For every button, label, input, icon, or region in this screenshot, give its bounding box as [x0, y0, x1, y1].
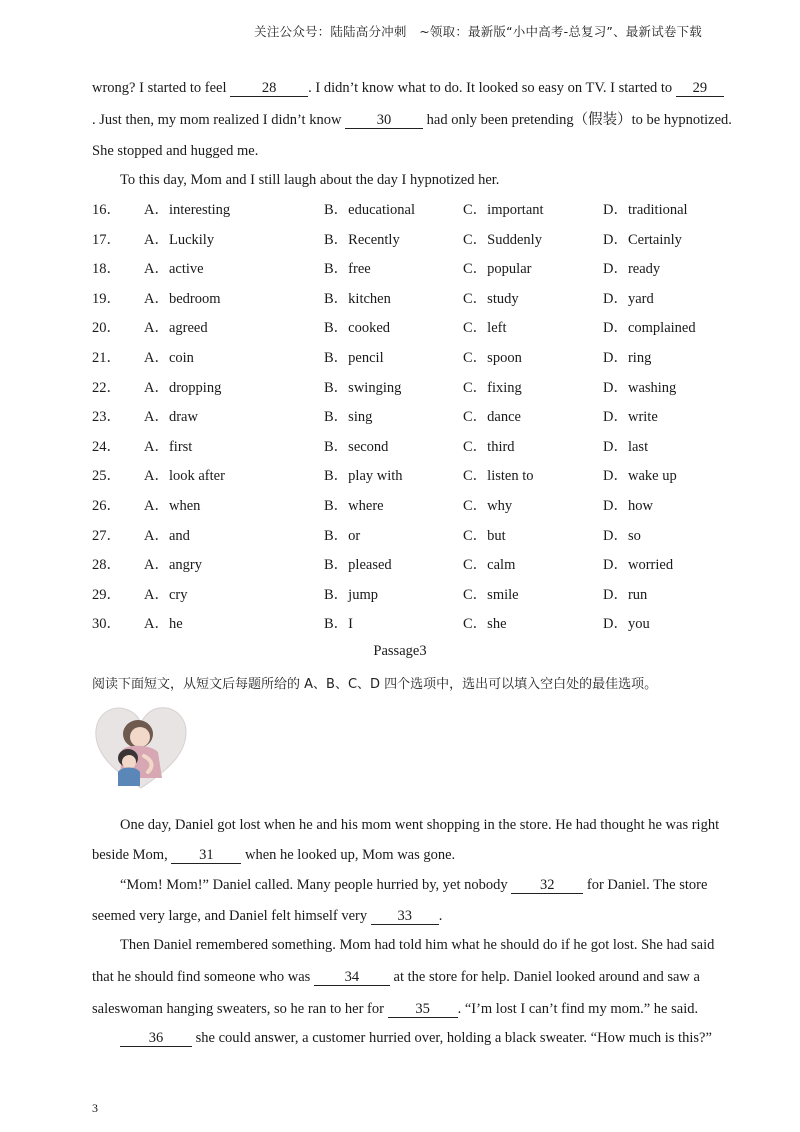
option-a: A．dropping: [144, 379, 222, 396]
question-number: 20．: [92, 320, 121, 337]
option-d: D．ready: [603, 261, 661, 278]
option-c: C．study: [463, 290, 519, 307]
option-d: D．write: [603, 409, 658, 426]
question-row: [92, 555, 712, 575]
text-segment: saleswoman hanging sweaters, so he ran to her for: [92, 1001, 388, 1017]
option-d: D．Certainly: [603, 231, 682, 248]
passage-line: [92, 1028, 712, 1048]
option-c: C．left: [463, 320, 507, 337]
option-b: B．cooked: [324, 320, 391, 337]
blank-30: 30: [345, 112, 423, 129]
question-row: [92, 585, 712, 605]
text-segment: .: [438, 908, 443, 924]
option-c: C．important: [463, 202, 544, 218]
option-d: D．complained: [603, 320, 696, 337]
question-number: 27．: [92, 527, 121, 544]
passage-line: [120, 875, 736, 895]
mother-child-illustration: [92, 700, 190, 792]
question-row: [92, 437, 712, 457]
option-c: C．spoon: [463, 350, 522, 366]
question-row: [92, 318, 712, 338]
option-d: D．wake up: [603, 468, 677, 485]
passage-line: Then Daniel remembered something. Mom had told him what he should do if he got lost. She had said: [120, 937, 715, 953]
question-number: 25．: [92, 468, 121, 485]
question-number: 23．: [92, 409, 121, 426]
option-d: D．traditional: [603, 202, 688, 218]
option-b: B．Recently: [324, 231, 400, 248]
option-a: A．bedroom: [144, 290, 221, 307]
option-a: A．he: [144, 616, 183, 633]
question-row: [92, 289, 712, 309]
option-c: C．dance: [463, 409, 521, 426]
option-d: D．ring: [603, 350, 652, 366]
question-row: [92, 230, 712, 250]
passage-line: To this day, Mom and I still laugh about the day I hypnotized her.: [120, 172, 500, 188]
passage-line: [92, 78, 708, 98]
page-number: 3: [92, 1101, 98, 1115]
text-segment: that he should find someone who was: [92, 969, 314, 985]
option-a: A．coin: [144, 350, 194, 366]
question-row: [92, 200, 712, 220]
question-number: 17．: [92, 231, 121, 248]
text-segment: had only been pretending（假装）to be hypnotized.: [423, 112, 732, 128]
blank-36: 36: [120, 1030, 192, 1047]
option-d: D．run: [603, 586, 648, 603]
question-row: [92, 348, 712, 368]
option-b: B．pencil: [324, 350, 384, 366]
option-c: C．Suddenly: [463, 231, 542, 248]
option-a: A．interesting: [144, 202, 231, 218]
option-c: C．popular: [463, 261, 532, 278]
question-number: 21．: [92, 350, 121, 366]
passage-title: Passage3: [373, 643, 427, 659]
question-number: 24．: [92, 438, 121, 455]
text-segment: beside Mom,: [92, 847, 172, 863]
question-number: 16．: [92, 202, 121, 218]
passage-line: [92, 999, 708, 1019]
blank-35: 35: [388, 1001, 458, 1018]
option-d: D．last: [603, 438, 649, 455]
option-b: B．jump: [324, 586, 378, 603]
option-d: D．yard: [603, 290, 654, 307]
option-b: B．second: [324, 438, 389, 455]
page-header: 关注公众号：陆陆高分冲刺 ~领取：最新版“小中高考-总复习”、最新试卷下载: [254, 24, 702, 39]
question-number: 28．: [92, 557, 121, 574]
text-segment: for Daniel. The store: [583, 877, 708, 893]
text-segment: . Just then, my mom realized I didn’t know: [92, 112, 346, 128]
question-number: 30．: [92, 616, 121, 633]
text-segment: wrong? I started to feel: [92, 80, 231, 96]
option-b: B．where: [324, 498, 384, 514]
text-segment: seemed very large, and Daniel felt himself very: [92, 908, 371, 924]
blank-28: 28: [230, 80, 308, 97]
option-c: C．fixing: [463, 379, 522, 396]
question-number: 26．: [92, 498, 121, 514]
blank-34: 34: [314, 969, 390, 986]
option-c: C．she: [463, 616, 507, 633]
blank-33: 33: [371, 908, 439, 925]
blank-31: 31: [171, 847, 241, 864]
option-a: A．and: [144, 527, 190, 544]
passage-line: [92, 906, 708, 926]
text-segment: “Mom! Mom!” Daniel called. Many people hurried by, yet nobody: [120, 877, 512, 893]
option-a: A．active: [144, 261, 204, 278]
text-segment: . “I’m lost I can’t find my mom.” he said.: [457, 1001, 699, 1017]
blank-29: 29: [676, 80, 724, 97]
text-segment: at the store for help. Daniel looked around and saw a: [389, 969, 700, 985]
text-segment: . I didn’t know what to do. It looked so easy on TV. I started to: [308, 80, 676, 96]
question-number: 29．: [92, 586, 121, 603]
option-b: B．kitchen: [324, 290, 391, 307]
question-number: 19．: [92, 290, 121, 307]
option-a: A．angry: [144, 557, 202, 574]
option-d: D．worried: [603, 557, 674, 574]
option-a: A．first: [144, 438, 193, 455]
blank-32: 32: [511, 877, 583, 894]
option-b: B．educational: [324, 202, 416, 218]
option-d: D．so: [603, 527, 641, 544]
text-segment: when he looked up, Mom was gone.: [241, 847, 456, 863]
option-b: B．swinging: [324, 379, 402, 396]
passage-line: [92, 110, 732, 130]
option-d: D．washing: [603, 379, 677, 396]
passage-line: One day, Daniel got lost when he and his mom went shopping in the store. He had thought he was right: [120, 817, 720, 833]
option-a: A．agreed: [144, 320, 208, 337]
option-c: C．listen to: [463, 468, 534, 485]
option-a: A．when: [144, 498, 201, 514]
option-a: A．draw: [144, 409, 198, 426]
option-b: B．pleased: [324, 557, 392, 574]
option-d: D．how: [603, 498, 653, 514]
option-c: C．third: [463, 438, 515, 455]
text-segment: she could answer, a customer hurried over, holding a black sweater. “How much is this?”: [192, 1030, 712, 1046]
option-b: B．play with: [324, 468, 403, 485]
passage-line: [92, 967, 708, 987]
question-row: [92, 526, 712, 546]
option-b: B．I: [324, 616, 353, 633]
option-b: B．free: [324, 261, 371, 278]
option-c: C．calm: [463, 557, 516, 574]
question-row: [92, 259, 712, 279]
question-row: [92, 407, 712, 427]
option-d: D．you: [603, 616, 650, 633]
option-b: B．or: [324, 527, 361, 544]
passage-line: She stopped and hugged me.: [92, 143, 259, 159]
option-a: A．look after: [144, 468, 225, 485]
option-c: C．but: [463, 527, 506, 544]
question-row: [92, 496, 712, 516]
option-a: A．Luckily: [144, 231, 215, 248]
question-row: [92, 466, 712, 486]
question-row: [92, 378, 712, 398]
option-c: C．why: [463, 498, 513, 514]
option-c: C．smile: [463, 586, 519, 603]
option-b: B．sing: [324, 409, 373, 426]
instruction-text: 阅读下面短文，从短文后每题所给的 A、B、C、D 四个选项中，选出可以填入空白处的最佳选项。: [92, 677, 658, 692]
question-number: 22．: [92, 379, 121, 396]
question-number: 18．: [92, 261, 121, 278]
question-row: [92, 614, 712, 634]
passage-line: [92, 845, 708, 865]
option-a: A．cry: [144, 586, 188, 603]
